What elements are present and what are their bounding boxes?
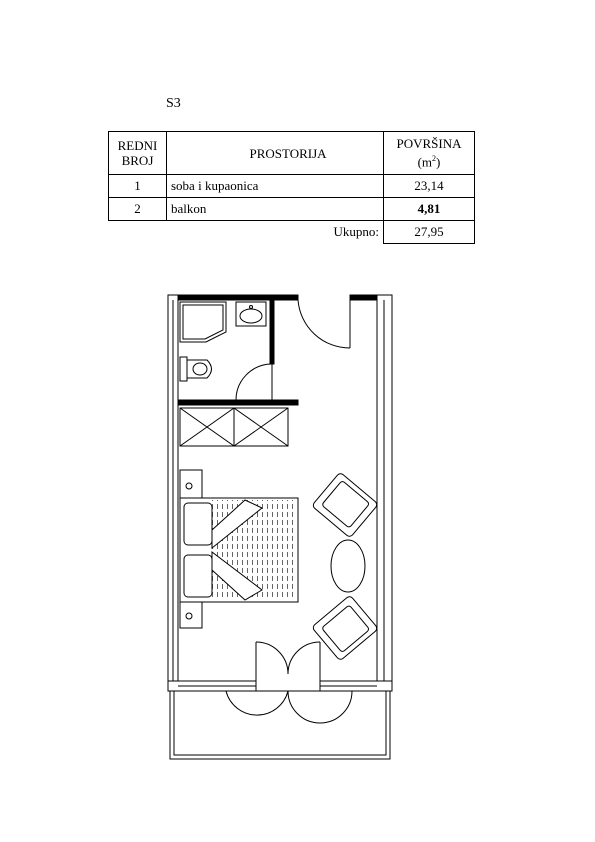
nightstand-top [180,470,202,498]
armchair-bottom [312,595,379,661]
header-no-line2: BROJ [121,153,154,168]
row-no: 1 [109,175,167,198]
unit-label: S3 [166,96,181,111]
header-room-label: PROSTORIJA [249,145,327,161]
shower [180,302,226,342]
armchair-top [312,472,379,538]
header-no-line1: REDNI [117,138,158,153]
header-area-line1: POVRŠINA [396,136,462,152]
row-room: balkon [167,198,384,221]
entrance-door [298,300,350,348]
toilet [180,357,212,381]
header-area-unit-end: ) [436,154,441,170]
row-area: 4,81 [384,198,475,221]
total-label: Ukupno: [333,224,379,240]
row-no: 2 [109,198,167,221]
wardrobe [180,408,288,446]
nightstand-bottom [180,602,202,628]
total-value: 27,95 [384,221,475,244]
bed [180,498,298,602]
balcony [170,691,390,759]
row-room: soba i kupaonica [167,175,384,198]
sink [236,302,266,326]
bathroom-door [236,364,272,400]
round-table [331,540,365,592]
header-area-unit-base: (m [417,154,433,170]
header-area-unit-sup: 2 [432,154,437,164]
row-area: 23,14 [384,175,475,198]
